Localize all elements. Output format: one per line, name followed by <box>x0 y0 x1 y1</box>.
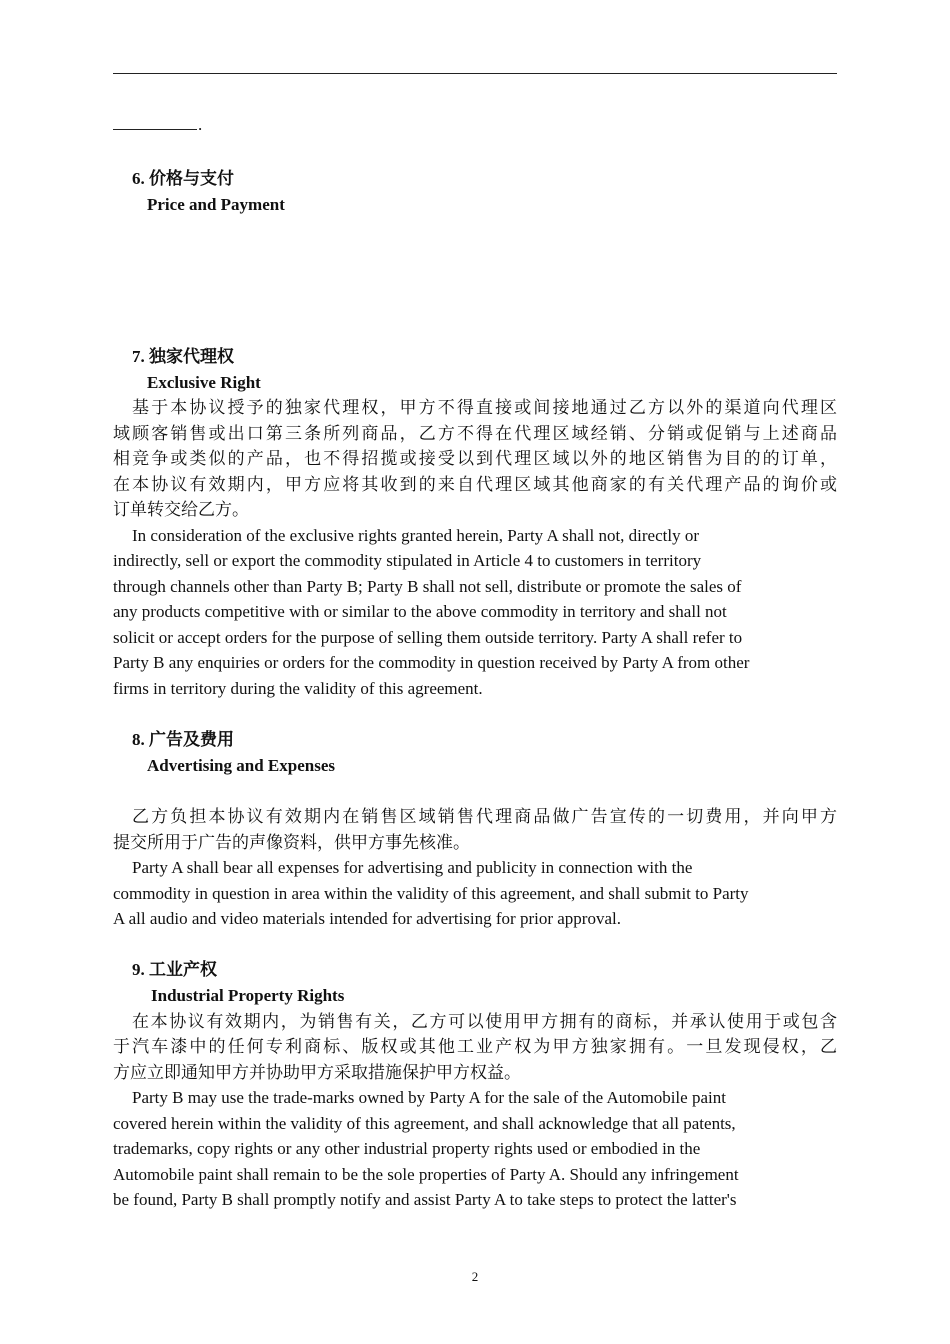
section-9-heading-en: Industrial Property Rights <box>151 986 345 1005</box>
section-7-heading-en: Exclusive Right <box>147 373 261 392</box>
section-9-en-line: covered herein within the validity of this agreement, and shall acknowledge that all patents, <box>113 1114 736 1133</box>
section-7-cn-line: 相竞争或类似的产品，也不得招揽或接受以到代理区域以外的地区销售为目的的订单， <box>113 449 837 468</box>
section-9-cn-line: 于汽车漆中的任何专利商标、版权或其他工业产权为甲方独家拥有。一旦发现侵权，乙 <box>113 1037 837 1056</box>
section-6-heading-cn: 6. 价格与支付 <box>132 169 234 188</box>
section-7-cn-line: 基于本协议授予的独家代理权，甲方不得直接或间接地通过乙方以外的渠道向代理区 <box>132 398 837 417</box>
section-7-cn-line: 域顾客销售或出口第三条所列商品，乙方不得在代理区域经销、分销或促销与上述商品 <box>113 424 837 443</box>
page-number: 2 <box>471 1269 479 1284</box>
section-7-en-line: indirectly, sell or export the commodity stipulated in Article 4 to customers in territory <box>113 551 702 570</box>
section-7-cn-line: 订单转交给乙方。 <box>113 500 249 519</box>
section-9-cn-line: 方应立即通知甲方并协助甲方采取措施保护甲方权益。 <box>113 1063 521 1082</box>
section-7-en-line: In consideration of the exclusive rights granted herein, Party A shall not, directly or <box>132 526 699 545</box>
section-7-en-line: firms in territory during the validity of this agreement. <box>113 679 483 698</box>
section-9-cn-line: 在本协议有效期内，为销售有关，乙方可以使用甲方拥有的商标，并承认使用于或包含 <box>132 1012 837 1031</box>
section-9-heading-cn: 9. 工业产权 <box>132 960 217 979</box>
section-7-cn-line: 在本协议有效期内，甲方应将其收到的来自代理区域其他商家的有关代理产品的询价或 <box>113 475 837 494</box>
section-8-en-line: Party A shall bear all expenses for advertising and publicity in connection with the <box>132 858 693 877</box>
section-9-en-line: be found, Party B shall promptly notify and assist Party A to take steps to protect the latter's <box>113 1190 737 1209</box>
section-9-en-line: trademarks, copy rights or any other industrial property rights used or embodied in the <box>113 1139 701 1158</box>
section-9-en-line: Automobile paint shall remain to be the sole properties of Party A. Should any infringement <box>113 1165 739 1184</box>
section-8-en-line: commodity in question in area within the validity of this agreement, and shall submit to Party <box>113 884 749 903</box>
section-6-heading-en: Price and Payment <box>147 195 285 214</box>
section-8-cn-line: 提交所用于广告的声像资料，供甲方事先核准。 <box>113 833 470 852</box>
section-7-en-line: through channels other than Party B; Party B shall not sell, distribute or promote the sales of <box>113 577 742 596</box>
section-8-cn-line: 乙方负担本协议有效期内在销售区域销售代理商品做广告宣传的一切费用，并向甲方 <box>132 807 837 826</box>
header-rule <box>113 73 837 74</box>
section-8-en-line: A all audio and video materials intended for advertising for prior approval. <box>113 909 621 928</box>
blank-fill-line <box>113 129 197 130</box>
section-8-heading-en: Advertising and Expenses <box>147 756 335 775</box>
section-8-heading-cn: 8. 广告及费用 <box>132 730 234 749</box>
section-9-en-line: Party B may use the trade-marks owned by Party A for the sale of the Automobile paint <box>132 1088 726 1107</box>
section-7-en-line: any products competitive with or similar to the above commodity in territory and shall not <box>113 602 727 621</box>
section-7-en-line: Party B any enquiries or orders for the commodity in question received by Party A from other <box>113 653 750 672</box>
fragment-tail: . <box>198 115 203 134</box>
section-7-en-line: solicit or accept orders for the purpose of selling them outside territory. Party A shall refer to <box>113 628 743 647</box>
section-7-heading-cn: 7. 独家代理权 <box>132 347 234 366</box>
